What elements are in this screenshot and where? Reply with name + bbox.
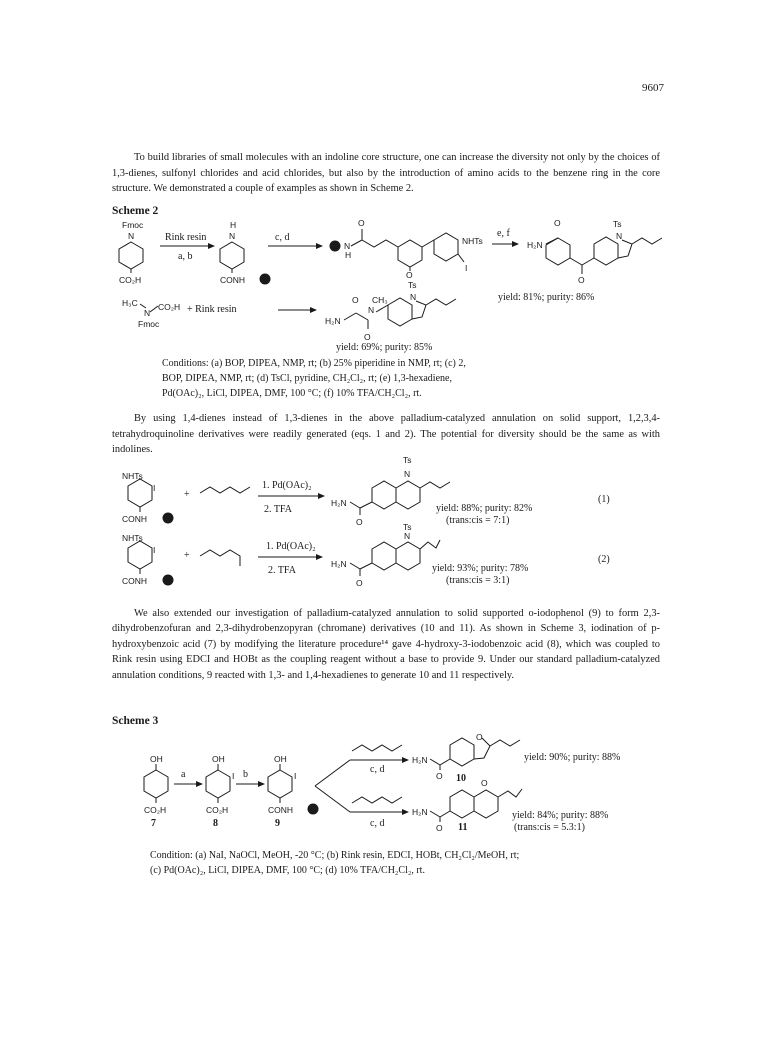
step-1: 1. Pd(OAc)₂ bbox=[266, 541, 316, 552]
atom-conh: CONH bbox=[122, 514, 148, 524]
benzene-ring bbox=[206, 770, 230, 798]
equation-number: (2) bbox=[598, 554, 610, 565]
atom-oh: OH bbox=[212, 754, 225, 764]
atom-n: N bbox=[404, 469, 411, 479]
reagent-a: a bbox=[181, 769, 186, 780]
reagent-cd: c, d bbox=[370, 818, 385, 829]
paragraph-tetrahydroquinoline: By using 1,4-dienes instead of 1,3-dienes in the above palladium-catalyzed annulation on solid support, 1,2,3,4-tetrahydroquinoline derivatives were readily generated (eqs. 1 and 2). The potential for diversity should be the same as with indolines. bbox=[112, 413, 660, 455]
conditions-line: Pd(OAc)₂, LiCl, DIPEA, DMF, 100 °C; (f) 10% TFA/CH₂Cl₂, rt. bbox=[162, 388, 422, 399]
equation-number: (1) bbox=[598, 494, 610, 505]
conditions-line: (c) Pd(OAc)₂, LiCl, DIPEA, DMF, 100 °C; (d) 10% TFA/CH₂Cl₂, rt. bbox=[150, 865, 425, 876]
page-number: 9607 bbox=[642, 82, 664, 94]
yield-text: yield: 81%; purity: 86% bbox=[498, 292, 595, 303]
benzene-ring bbox=[450, 738, 474, 766]
compound-number: 9 bbox=[275, 818, 280, 829]
atom-co2h: CO₂H bbox=[119, 275, 142, 285]
atom-ts: Ts bbox=[613, 219, 622, 229]
atom-nhts: NHTs bbox=[122, 533, 143, 543]
atom-ts: Ts bbox=[403, 455, 412, 465]
diene-chain bbox=[352, 797, 402, 803]
atom-o: O bbox=[356, 578, 363, 588]
atom-nhts: NHTs bbox=[462, 236, 483, 246]
yield-text: yield: 93%; purity: 78% bbox=[432, 563, 529, 574]
atom-n: N bbox=[344, 241, 351, 251]
atom-conh: CONH bbox=[220, 275, 246, 285]
compound-number: 7 bbox=[151, 818, 156, 829]
reagent-ab: a, b bbox=[178, 251, 193, 262]
atom-oh: OH bbox=[274, 754, 287, 764]
atom-h2n: H₂N bbox=[325, 316, 341, 326]
atom-conh: CONH bbox=[122, 576, 148, 586]
conditions-line: Condition: (a) NaI, NaOCl, MeOH, -20 °C; (b) Rink resin, EDCI, HOBt, CH₂Cl₂/MeOH, rt; bbox=[150, 850, 520, 861]
step-1: 1. Pd(OAc)₂ bbox=[262, 480, 312, 491]
atom-i: I bbox=[465, 263, 468, 273]
conditions-line: Conditions: (a) BOP, DIPEA, NMP, rt; (b) 25% piperidine in NMP, rt; (c) 2, bbox=[162, 358, 466, 369]
scheme-2-heading: Scheme 2 bbox=[112, 205, 159, 217]
atom-n: N bbox=[404, 531, 411, 541]
compound-number: 10 bbox=[456, 773, 466, 784]
atom-n: N bbox=[368, 305, 375, 315]
atom-h2n: H₂N bbox=[527, 240, 543, 250]
step-2: 2. TFA bbox=[264, 504, 292, 515]
atom-co2h: CO₂H bbox=[206, 805, 229, 815]
yield-text: yield: 90%; purity: 88% bbox=[524, 752, 621, 763]
atom-o: O bbox=[436, 823, 443, 833]
ratio-text: (trans:cis = 3:1) bbox=[446, 575, 510, 586]
atom-conh: CONH bbox=[268, 805, 294, 815]
atom-o: O bbox=[481, 778, 488, 788]
plus-sign: + bbox=[184, 550, 190, 561]
reagent-ef: e, f bbox=[497, 228, 510, 239]
scheme-3-heading: Scheme 3 bbox=[112, 715, 159, 727]
atom-co2h: CO₂H bbox=[158, 302, 181, 312]
atom-h2n: H₂N bbox=[412, 755, 428, 765]
atom-o: O bbox=[364, 332, 371, 342]
reagent-b: b bbox=[243, 769, 248, 780]
atom-n: N bbox=[229, 231, 236, 241]
atom-o: O bbox=[476, 732, 483, 742]
atom-h2n: H₂N bbox=[412, 807, 428, 817]
atom-fmoc: Fmoc bbox=[122, 220, 144, 230]
ratio-text: (trans:cis = 5.3:1) bbox=[514, 822, 585, 833]
atom-fmoc: Fmoc bbox=[138, 319, 160, 329]
atom-o: O bbox=[356, 517, 363, 527]
compound-number: 8 bbox=[213, 818, 218, 829]
atom-o: O bbox=[578, 275, 585, 285]
atom-co2h: CO₂H bbox=[144, 805, 167, 815]
compound-number: 11 bbox=[458, 822, 468, 833]
atom-nhts: NHTs bbox=[122, 471, 143, 481]
atom-i: I bbox=[153, 545, 156, 555]
conditions-line: BOP, DIPEA, NMP, rt; (d) TsCl, pyridine, CH₂Cl₂, rt; (e) 1,3-hexadiene, bbox=[162, 373, 452, 384]
chromane-ring bbox=[474, 790, 498, 818]
atom-o: O bbox=[358, 218, 365, 228]
diene-chain bbox=[352, 745, 402, 751]
atom-i: I bbox=[294, 771, 297, 781]
atom-ts: Ts bbox=[408, 280, 417, 290]
paragraph-intro: To build libraries of small molecules with an indoline core structure, one can increase the diversity not only by the choices of 1,3-dienes, sulfonyl chlorides and acid chlorides, but also by the introduction of amino acids to the benzene ring in the core structure. We demonstrated a couple of examples as shown in Scheme 2. bbox=[112, 152, 660, 194]
benzene-ring bbox=[450, 790, 474, 818]
atom-n: N bbox=[128, 231, 135, 241]
step-2: 2. TFA bbox=[268, 565, 296, 576]
yield-text: yield: 84%; purity: 88% bbox=[512, 810, 609, 821]
resin-bead-icon bbox=[308, 804, 319, 815]
atom-n: N bbox=[144, 308, 151, 318]
scheme-3-conditions bbox=[150, 848, 670, 878]
paragraph-benzofuran: We also extended our investigation of palladium-catalyzed annulation to solid supported o-iodophenol (9) to form 2,3-dihydrobenzofuran and 2,3-dihydrobenzopyran (chromane) derivatives (10 and 11). As shown in Scheme 3, iodination of p-hydroxybenzoic acid (7) by modifying the literature procedure¹⁴ gave 4-hydroxy-3-iodobenzoic acid (8), which was coupled to Rink resin using EDCI and HOBt as the coupling reagent without a base to provide 9. Under our standard palladium-catalyzed annulation conditions, 9 reacted with 1,3- and 1,4-hexadienes to generate 10 and 11 respectively. bbox=[112, 608, 660, 681]
reagent-cd: c, d bbox=[275, 232, 290, 243]
atom-n: N bbox=[410, 292, 417, 302]
atom-h: H bbox=[345, 250, 352, 260]
benzene-ring bbox=[144, 770, 168, 798]
benzene-ring bbox=[268, 770, 292, 798]
atom-ch3: CH₃ bbox=[372, 295, 388, 305]
propenyl-chain bbox=[498, 789, 522, 797]
atom-n: N bbox=[616, 231, 623, 241]
atom-ts: Ts bbox=[403, 522, 412, 532]
atom-oh: OH bbox=[150, 754, 163, 764]
atom-i: I bbox=[153, 483, 156, 493]
atom-o: O bbox=[406, 270, 413, 280]
atom-h3c: H₃C bbox=[122, 298, 138, 308]
reagent-cd: c, d bbox=[370, 764, 385, 775]
atom-h: H bbox=[230, 220, 237, 230]
yield-text: yield: 88%; purity: 82% bbox=[436, 503, 533, 514]
yield-text: yield: 69%; purity: 85% bbox=[336, 342, 433, 353]
atom-o: O bbox=[554, 218, 561, 228]
reagent-plus-rink: + Rink resin bbox=[187, 304, 237, 315]
atom-h2n: H₂N bbox=[331, 498, 347, 508]
plus-sign: + bbox=[184, 489, 190, 500]
atom-h2n: H₂N bbox=[331, 559, 347, 569]
reagent-rink-resin: Rink resin bbox=[165, 232, 207, 243]
ratio-text: (trans:cis = 7:1) bbox=[446, 515, 510, 526]
atom-i: I bbox=[232, 771, 235, 781]
propenyl-chain bbox=[490, 740, 520, 746]
atom-o: O bbox=[352, 295, 359, 305]
atom-o: O bbox=[436, 771, 443, 781]
